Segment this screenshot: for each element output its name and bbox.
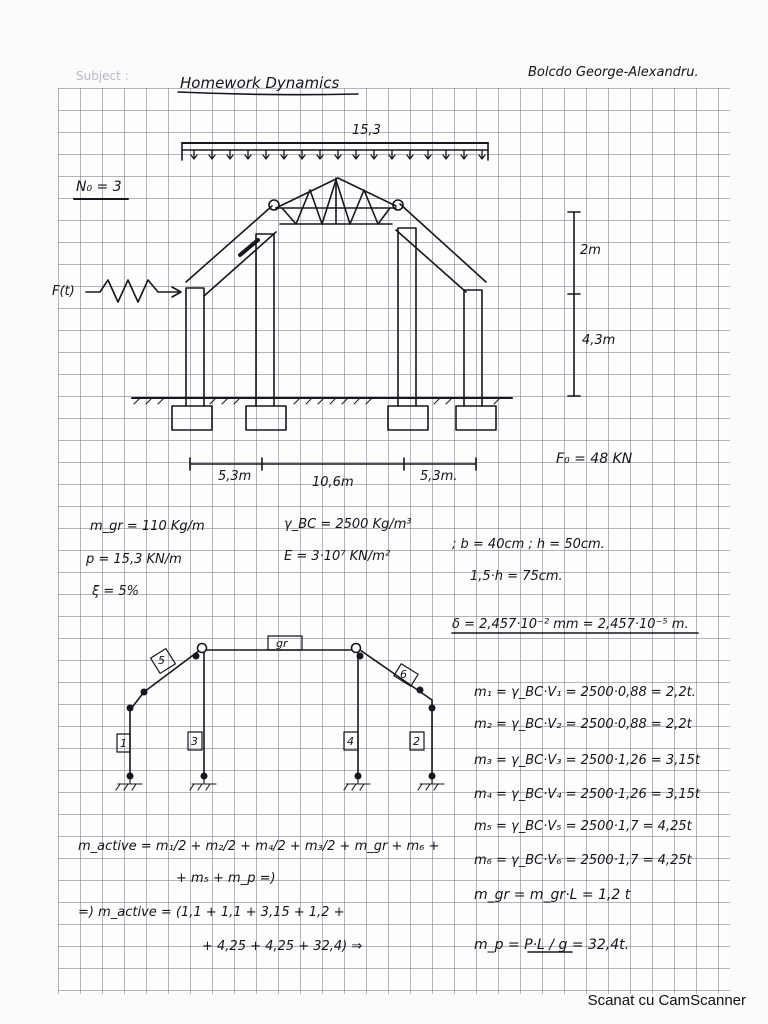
distributed-load (182, 143, 488, 160)
mass-m2: m₂ = γ_BC·V₂ = 2500·0,88 = 2,2t (474, 717, 692, 732)
f0-label: F₀ = 48 KN (556, 451, 633, 467)
span-mid-label: 10,6m (312, 475, 354, 490)
span-left-label: 5,3m (218, 469, 252, 484)
frame-columns (186, 228, 482, 398)
model-label-gr: gr (276, 637, 288, 650)
param-gamma: γ_BC = 2500 Kg/m³ (284, 517, 412, 532)
dynamic-model (116, 636, 444, 790)
page-title: Homework Dynamics (180, 74, 340, 92)
ground (132, 398, 512, 430)
mass-mp: m_p = P·L / g = 32,4t. (474, 937, 630, 953)
param-bh: ; b = 40cm ; h = 50cm. (452, 537, 605, 552)
param-mgr: m_gr = 110 Kg/m (90, 519, 205, 534)
model-label-3: 3 (191, 735, 198, 748)
param-e-modulus: E = 3·10⁷ KN/m² (284, 549, 391, 564)
mass-m4: m₄ = γ_BC·V₄ = 2500·1,26 = 3,15t (474, 787, 700, 802)
param-h15: 1,5·h = 75cm. (470, 569, 563, 584)
active-mass-line-4: + 4,25 + 4,25 + 32,4) ⇒ (202, 939, 363, 954)
force-label: F(t) (52, 284, 75, 299)
model-label-4: 4 (347, 735, 354, 748)
param-delta: δ = 2,457·10⁻² mm = 2,457·10⁻⁵ m. (452, 617, 689, 632)
load-value-label: 15,3 (352, 123, 381, 138)
active-mass-line-1: m_active = m₁/2 + m₂/2 + m₄/2 + m₃/2 + m_gr + m₆ + (78, 839, 440, 854)
author-name: Bolcdo George-Alexandru. (528, 65, 699, 80)
height-top-label: 2m (580, 243, 601, 258)
span-right-label: 5,3m. (420, 469, 458, 484)
mass-m6: m₆ = γ_BC·V₆ = 2500·1,7 = 4,25t (474, 853, 692, 868)
n0-label: N₀ = 3 (76, 179, 122, 195)
force-arrow (86, 280, 181, 302)
height-bottom-label: 4,3m (582, 333, 616, 348)
scanner-watermark: Scanat cu CamScanner (587, 992, 746, 1009)
model-label-5: 5 (158, 654, 165, 667)
mass-m3: m₃ = γ_BC·V₃ = 2500·1,26 = 3,15t (474, 753, 700, 768)
mass-m5: m₅ = γ_BC·V₅ = 2500·1,7 = 4,25t (474, 819, 692, 834)
mass-mgr: m_gr = m_gr·L = 1,2 t (474, 887, 631, 903)
height-dimension (568, 212, 580, 396)
model-label-6: 6 (400, 668, 407, 681)
active-mass-line-2: + m₅ + m_p =) (176, 871, 276, 886)
param-xi: ξ = 5% (92, 584, 140, 599)
model-label-2: 2 (413, 735, 420, 748)
mass-m1: m₁ = γ_BC·V₁ = 2500·0,88 = 2,2t. (474, 685, 696, 700)
roof-truss (276, 178, 396, 224)
active-mass-line-3: =) m_active = (1,1 + 1,1 + 3,15 + 1,2 + (78, 905, 345, 920)
param-p: p = 15,3 KN/m (86, 552, 182, 567)
model-label-1: 1 (120, 737, 127, 750)
subject-label: Subject : (76, 69, 129, 83)
title-underline (178, 92, 358, 95)
